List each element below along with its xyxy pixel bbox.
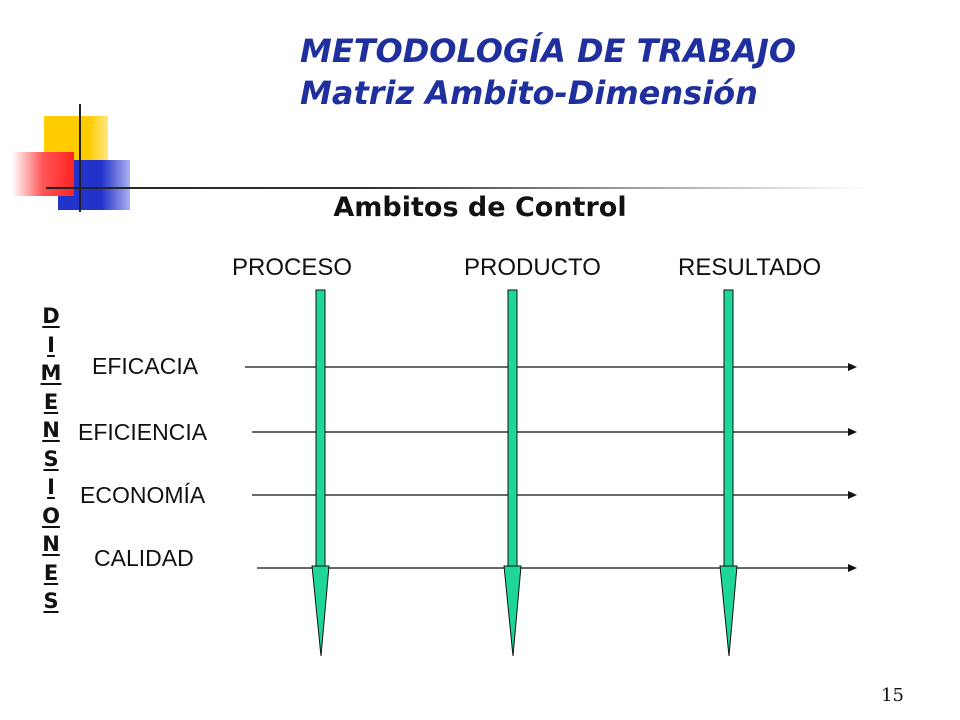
vertical-letter: D <box>42 304 60 328</box>
column-label-producto: PRODUCTO <box>464 254 601 281</box>
arrowhead-eficiencia <box>848 428 857 436</box>
column-label-proceso: PROCESO <box>232 254 353 281</box>
title-line-2: Matriz Ambito-Dimensión <box>300 74 758 112</box>
arrowhead-eficacia <box>848 363 857 371</box>
vertical-letter: N <box>42 418 60 442</box>
row-arrows <box>245 363 857 572</box>
vertical-letter: M <box>40 361 62 385</box>
vertical-letter: N <box>42 532 60 556</box>
column-arrows <box>312 290 737 656</box>
row-label-calidad: CALIDAD <box>94 545 194 571</box>
vertical-letter: O <box>42 503 60 528</box>
page-number: 15 <box>881 685 904 706</box>
arrowhead-calidad <box>848 564 857 572</box>
row-label-eficacia: EFICACIA <box>92 353 199 379</box>
column-arrow-resultado <box>720 290 737 656</box>
vertical-letter: I <box>47 332 55 357</box>
column-arrow-proceso <box>312 290 329 656</box>
vertical-letter: I <box>47 475 55 499</box>
row-label-eficiencia: EFICIENCIA <box>78 419 208 445</box>
arrowhead-economia <box>848 491 857 499</box>
vertical-letter: E <box>43 560 59 585</box>
title-line-1: METODOLOGÍA DE TRABAJO <box>300 32 797 70</box>
vertical-letter: S <box>43 589 59 613</box>
column-label-resultado: RESULTADO <box>678 254 822 281</box>
column-arrow-producto <box>504 290 521 656</box>
vertical-letter: E <box>43 389 59 414</box>
row-label-economia: ECONOMÍA <box>80 482 206 508</box>
subtitle: Ambitos de Control <box>333 192 627 223</box>
vertical-letter: S <box>43 446 59 471</box>
